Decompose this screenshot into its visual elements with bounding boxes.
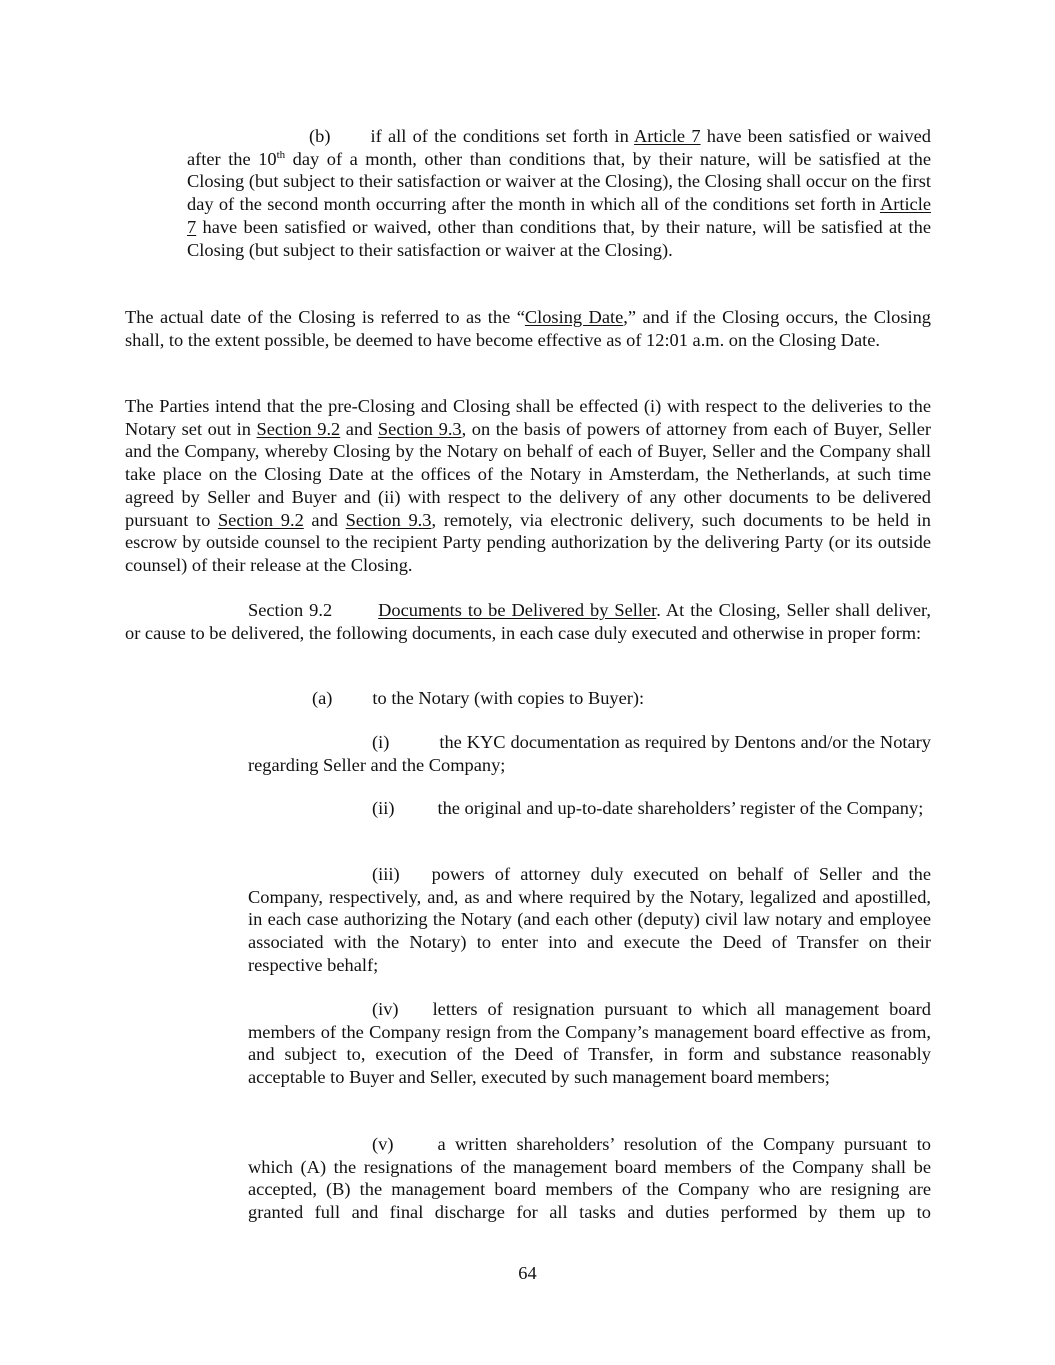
list-item: (v) a written shareholders’ resolution of the Company pursuant to which (A) the resignations of the management board members of the Company shall be accepted, (B) the management board members of the Company who are resigning are granted full and final discharge for all tasks and duties performed by them up to bbox=[248, 1134, 931, 1223]
list-item: (iii) powers of attorney duly executed on behalf of Seller and the Company, respectively, and, as and where required by the Notary, legalized and apostilled, in each case authorizing the Notary (and each other (deputy) civil law notary and employee associated with the Notary) to enter into and execute the Deed of Transfer on their respective behalf; bbox=[248, 864, 931, 975]
item-label: (ii) bbox=[372, 798, 395, 818]
closing-date-paragraph: The actual date of the Closing is referred to as the “Closing Date,” and if the Closing occurs, the Closing shall, to the extent possible, be deemed to have become effective as of 12:01 a.m. on the Closing Date. bbox=[125, 307, 931, 350]
item-label: (iv) bbox=[372, 999, 399, 1019]
clause-b: (b) if all of the conditions set forth in Article 7 have been satisfied or waived after the 10th day of a month, other than conditions that, by their nature, will be satisfied at the Closing (but subject to their satisfaction or waiver at the Closing), the Closing shall occur on the first day of the second month occurring after the month in which all of the conditions set forth in Article 7 have been satisfied or waived, other than conditions that, by their nature, will be satisfied at the Closing (but subject to their satisfaction or waiver at the Closing). bbox=[187, 126, 931, 260]
article-7-link[interactable]: Article 7 bbox=[634, 126, 701, 146]
clause-a-label: (a) bbox=[312, 688, 333, 708]
section-9-2-link[interactable]: Section 9.2 bbox=[217, 509, 304, 530]
clause-a: (a) to the Notary (with copies to Buyer): bbox=[312, 688, 645, 708]
section-heading: Documents to be Delivered by Seller bbox=[378, 600, 657, 620]
article-7-link[interactable]: Article 7 bbox=[187, 194, 931, 237]
list-item: (iv) letters of resignation pursuant to which all management board members of the Company resign from the Company’s management board effective as from, and subject to, execution of the Deed of Transfer, in form and substance reasonably acceptable to Buyer and Seller, executed by such management board members; bbox=[248, 999, 931, 1088]
list-item: (ii) the original and up-to-date shareholders’ register of the Company; bbox=[372, 798, 924, 818]
item-label: (iii) bbox=[372, 864, 400, 884]
item-label: (v) bbox=[372, 1134, 394, 1154]
section-9-2-link[interactable]: Section 9.2 bbox=[256, 418, 341, 439]
item-label: (i) bbox=[372, 732, 390, 752]
page-number: 64 bbox=[518, 1263, 537, 1283]
section-9-3-link[interactable]: Section 9.3 bbox=[345, 509, 432, 530]
list-item: (i) the KYC documentation as required by Dentons and/or the Notary regarding Seller and the Company; bbox=[248, 732, 931, 775]
parties-paragraph: The Parties intend that the pre-Closing and Closing shall be effected (i) with respect to the deliveries to the Notary set out in Section 9.2 and Section 9.3, on the basis of powers of attorney from each of Buyer, Seller and the Company, whereby Closing by the Notary on behalf of each of Buyer, Seller and the Company shall take place on the Closing Date at the offices of the Notary in Amsterdam, the Netherlands, at such time agreed by Seller and Buyer and (ii) with respect to the delivery of any other documents to be delivered pursuant to Section 9.2 and Section 9.3, remotely, via electronic delivery, such documents to be held in escrow by outside counsel to the recipient Party pending authorization by the delivering Party (or its outside counsel) of their release at the Closing. bbox=[125, 396, 932, 575]
section-number: Section 9.2 bbox=[248, 600, 333, 620]
clause-b-label: (b) bbox=[309, 126, 331, 146]
section-9-3-link[interactable]: Section 9.3 bbox=[377, 418, 462, 439]
closing-date-term: Closing Date bbox=[524, 307, 624, 327]
section-9-2-paragraph: Section 9.2 Documents to be Delivered by Seller. At the Closing, Seller shall deliver, or cause to be delivered, the following documents, in each case duly executed and otherwise in proper form: bbox=[125, 600, 931, 643]
